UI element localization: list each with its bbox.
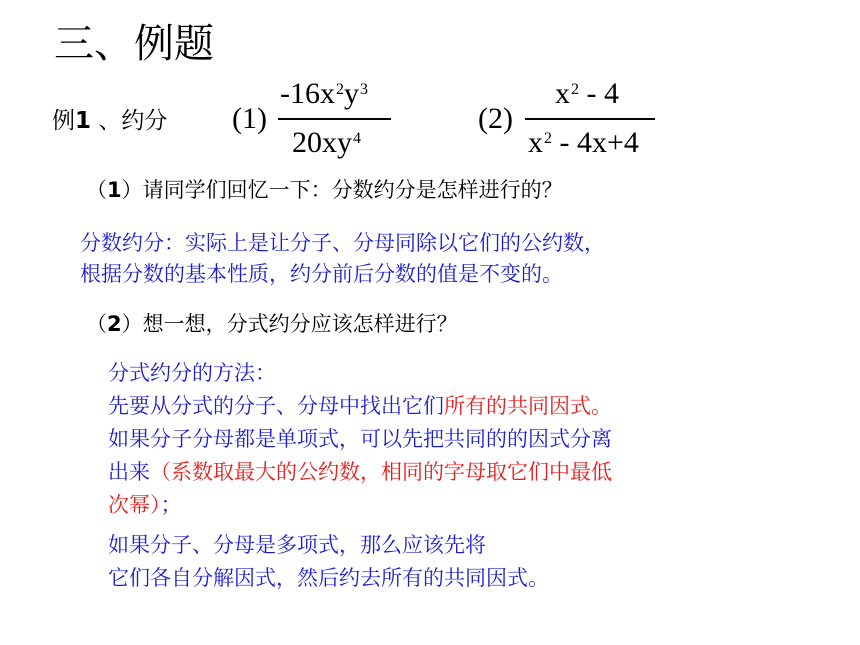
answer-2-line-4 (108, 457, 612, 487)
answer-2-line-2-red: 所有的共同因式。 (444, 394, 612, 418)
problem-2-denominator (528, 126, 639, 160)
p1-num-y: y (344, 77, 359, 110)
question-1-open: （ (86, 178, 107, 202)
question-1-number: 1 (107, 178, 122, 202)
answer-2-line-3: 如果分子分母都是单项式，可以先把共同的的因式分离 (108, 427, 612, 451)
problem-2-label: (2) (478, 102, 513, 135)
question-2-number: 2 (107, 312, 122, 336)
problem-1-fraction-bar (278, 118, 391, 120)
question-2-text: ）想一想，分式约分应该怎样进行？ (121, 312, 458, 336)
p1-den-base: 20xy (292, 126, 352, 159)
p1-num-coef: -16x (280, 77, 335, 110)
question-2-open: （ (86, 312, 107, 336)
answer-1-line-2: 根据分数的基本性质，约分前后分数的值是不变的。 (80, 262, 563, 286)
answer-2-line-4-red: （系数取最大的公约数，相同的字母取它们中最低 (150, 460, 612, 484)
answer-2-line-5-blue: ； (160, 493, 182, 517)
answer-2-line-1: 分式约分的方法： (108, 361, 276, 385)
example-label-prefix: 例 (52, 108, 75, 134)
answer-2-line-7: 它们各自分解因式，然后约去所有的共同因式。 (108, 566, 549, 590)
example-label-suffix: 、约分 (91, 108, 168, 134)
problem-1-denominator (292, 126, 361, 160)
answer-2-line-5-red: 次幂） (108, 493, 161, 517)
answer-2-line-4-blue: 出来 (108, 460, 150, 484)
p1-den-exp: 4 (353, 130, 361, 147)
page-title: 三、例题 (54, 21, 214, 67)
p2-num-exp: 2 (571, 81, 579, 98)
problem-1-label: (1) (232, 102, 267, 135)
p2-den-x: x (528, 126, 543, 159)
p2-num-rest: - 4 (579, 77, 619, 110)
p1-num-exp-x: 2 (336, 81, 344, 98)
p2-den-rest: - 4x+4 (552, 126, 639, 159)
problem-2-numerator (555, 77, 619, 111)
p1-num-exp-y: 3 (360, 81, 368, 98)
p2-num-x: x (555, 77, 570, 110)
p2-den-exp: 2 (544, 130, 552, 147)
answer-2-line-5 (108, 490, 182, 520)
answer-2-line-2 (108, 391, 612, 421)
problem-2-fraction-bar (525, 118, 655, 120)
answer-2-line-6: 如果分子、分母是多项式，那么应该先将 (108, 533, 486, 557)
problem-1-numerator (280, 77, 368, 111)
question-1-text: ）请同学们回忆一下：分数约分是怎样进行的？ (121, 178, 563, 202)
question-1 (86, 175, 563, 205)
example-label-number: 1 (75, 108, 92, 134)
question-2 (86, 309, 458, 339)
answer-2-line-2-blue: 先要从分式的分子、分母中找出它们 (108, 394, 444, 418)
answer-1-line-1: 分数约分：实际上是让分子、分母同除以它们的公约数， (80, 231, 605, 255)
example-label (52, 106, 167, 136)
